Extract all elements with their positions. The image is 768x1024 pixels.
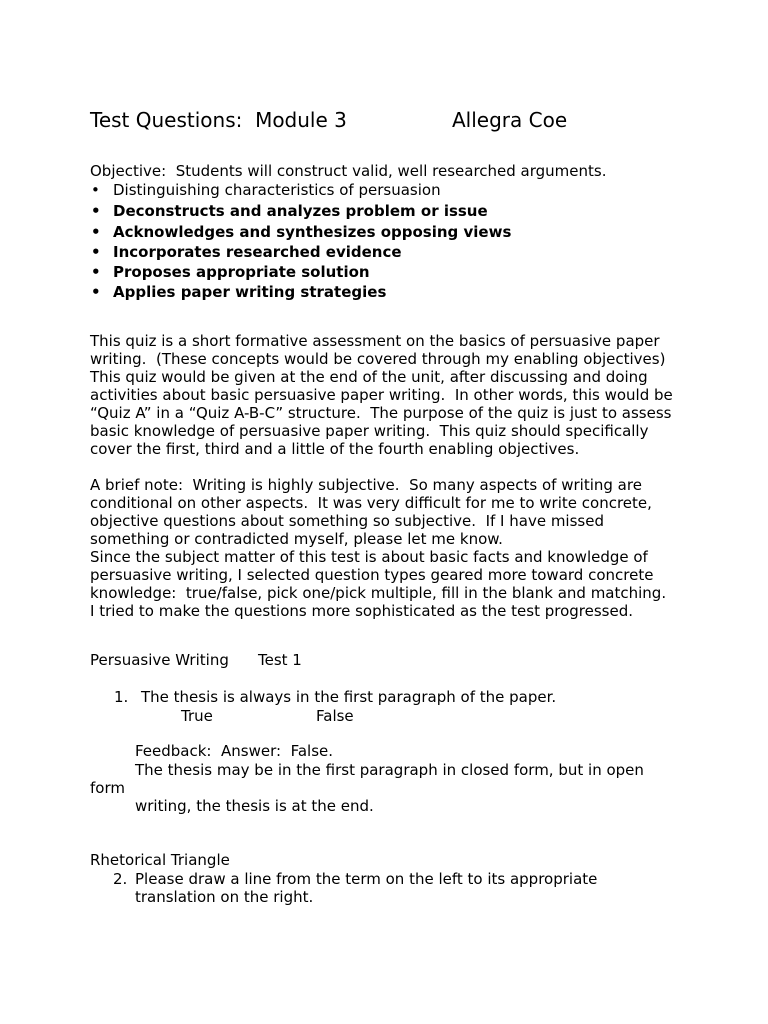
paragraph-line: Since the subject matter of this test is about basic facts and knowledge of: [90, 548, 648, 566]
list-item-text: Incorporates researched evidence: [113, 243, 402, 261]
paragraph-line: cover the first, third and a little of the fourth enabling objectives.: [90, 440, 580, 458]
question-text: translation on the right.: [135, 888, 314, 906]
author-name: Allegra Coe: [452, 108, 568, 132]
list-item-text: Applies paper writing strategies: [113, 283, 387, 301]
test-name: Test 1: [258, 651, 302, 669]
question-number: 2.: [113, 870, 128, 888]
list-item-text: Deconstructs and analyzes problem or issue: [113, 202, 488, 220]
bullet-icon: •: [91, 181, 100, 199]
note-paragraph: [90, 476, 666, 620]
paragraph-line: A brief note: Writing is highly subjective. So many aspects of writing are: [90, 476, 642, 494]
paragraph-line: “Quiz A” in a “Quiz A-B-C” structure. The purpose of the quiz is just to assess: [90, 404, 672, 422]
list-item-text: Proposes appropriate solution: [113, 263, 370, 281]
paragraph-line: objective questions about something so subjective. If I have missed: [90, 512, 604, 530]
document-title: Test Questions: Module 3: [90, 108, 347, 132]
intro-paragraph: [90, 332, 673, 458]
bullet-icon: •: [91, 202, 101, 220]
paragraph-line: knowledge: true/false, pick one/pick multiple, fill in the blank and matching.: [90, 584, 667, 602]
paragraph-line: This quiz would be given at the end of the unit, after discussing and doing: [90, 368, 648, 386]
question-text: Please draw a line from the term on the left to its appropriate: [135, 870, 598, 888]
bullet-icon: •: [91, 283, 101, 301]
feedback-line: Feedback: Answer: False.: [135, 742, 334, 760]
objective-text: Objective: Students will construct valid, well researched arguments.: [90, 162, 607, 180]
feedback-line: writing, the thesis is at the end.: [135, 797, 374, 815]
option-false: False: [316, 707, 354, 725]
bullet-icon: •: [91, 243, 101, 261]
paragraph-line: I tried to make the questions more sophisticated as the test progressed.: [90, 602, 633, 620]
list-item-text: Acknowledges and synthesizes opposing views: [113, 223, 512, 241]
paragraph-line: writing. (These concepts would be covered through my enabling objectives): [90, 350, 666, 368]
option-true: True: [181, 707, 213, 725]
paragraph-line: activities about basic persuasive paper writing. In other words, this would be: [90, 386, 673, 404]
question-number: 1.: [114, 688, 129, 706]
list-item-text: Distinguishing characteristics of persuasion: [113, 181, 441, 199]
section-heading: Rhetorical Triangle: [90, 851, 230, 869]
paragraph-line: persuasive writing, I selected question types geared more toward concrete: [90, 566, 654, 584]
test-subject: Persuasive Writing: [90, 651, 229, 669]
feedback-line: The thesis may be in the first paragraph in closed form, but in open: [135, 761, 644, 779]
bullet-icon: •: [91, 223, 101, 241]
question-text: The thesis is always in the first paragraph of the paper.: [141, 688, 557, 706]
paragraph-line: conditional on other aspects. It was very difficult for me to write concrete,: [90, 494, 652, 512]
feedback-line: form: [90, 779, 125, 797]
bullet-icon: •: [91, 263, 101, 281]
paragraph-line: basic knowledge of persuasive paper writing. This quiz should specifically: [90, 422, 649, 440]
paragraph-line: something or contradicted myself, please let me know.: [90, 530, 503, 548]
paragraph-line: This quiz is a short formative assessment on the basics of persuasive paper: [90, 332, 660, 350]
